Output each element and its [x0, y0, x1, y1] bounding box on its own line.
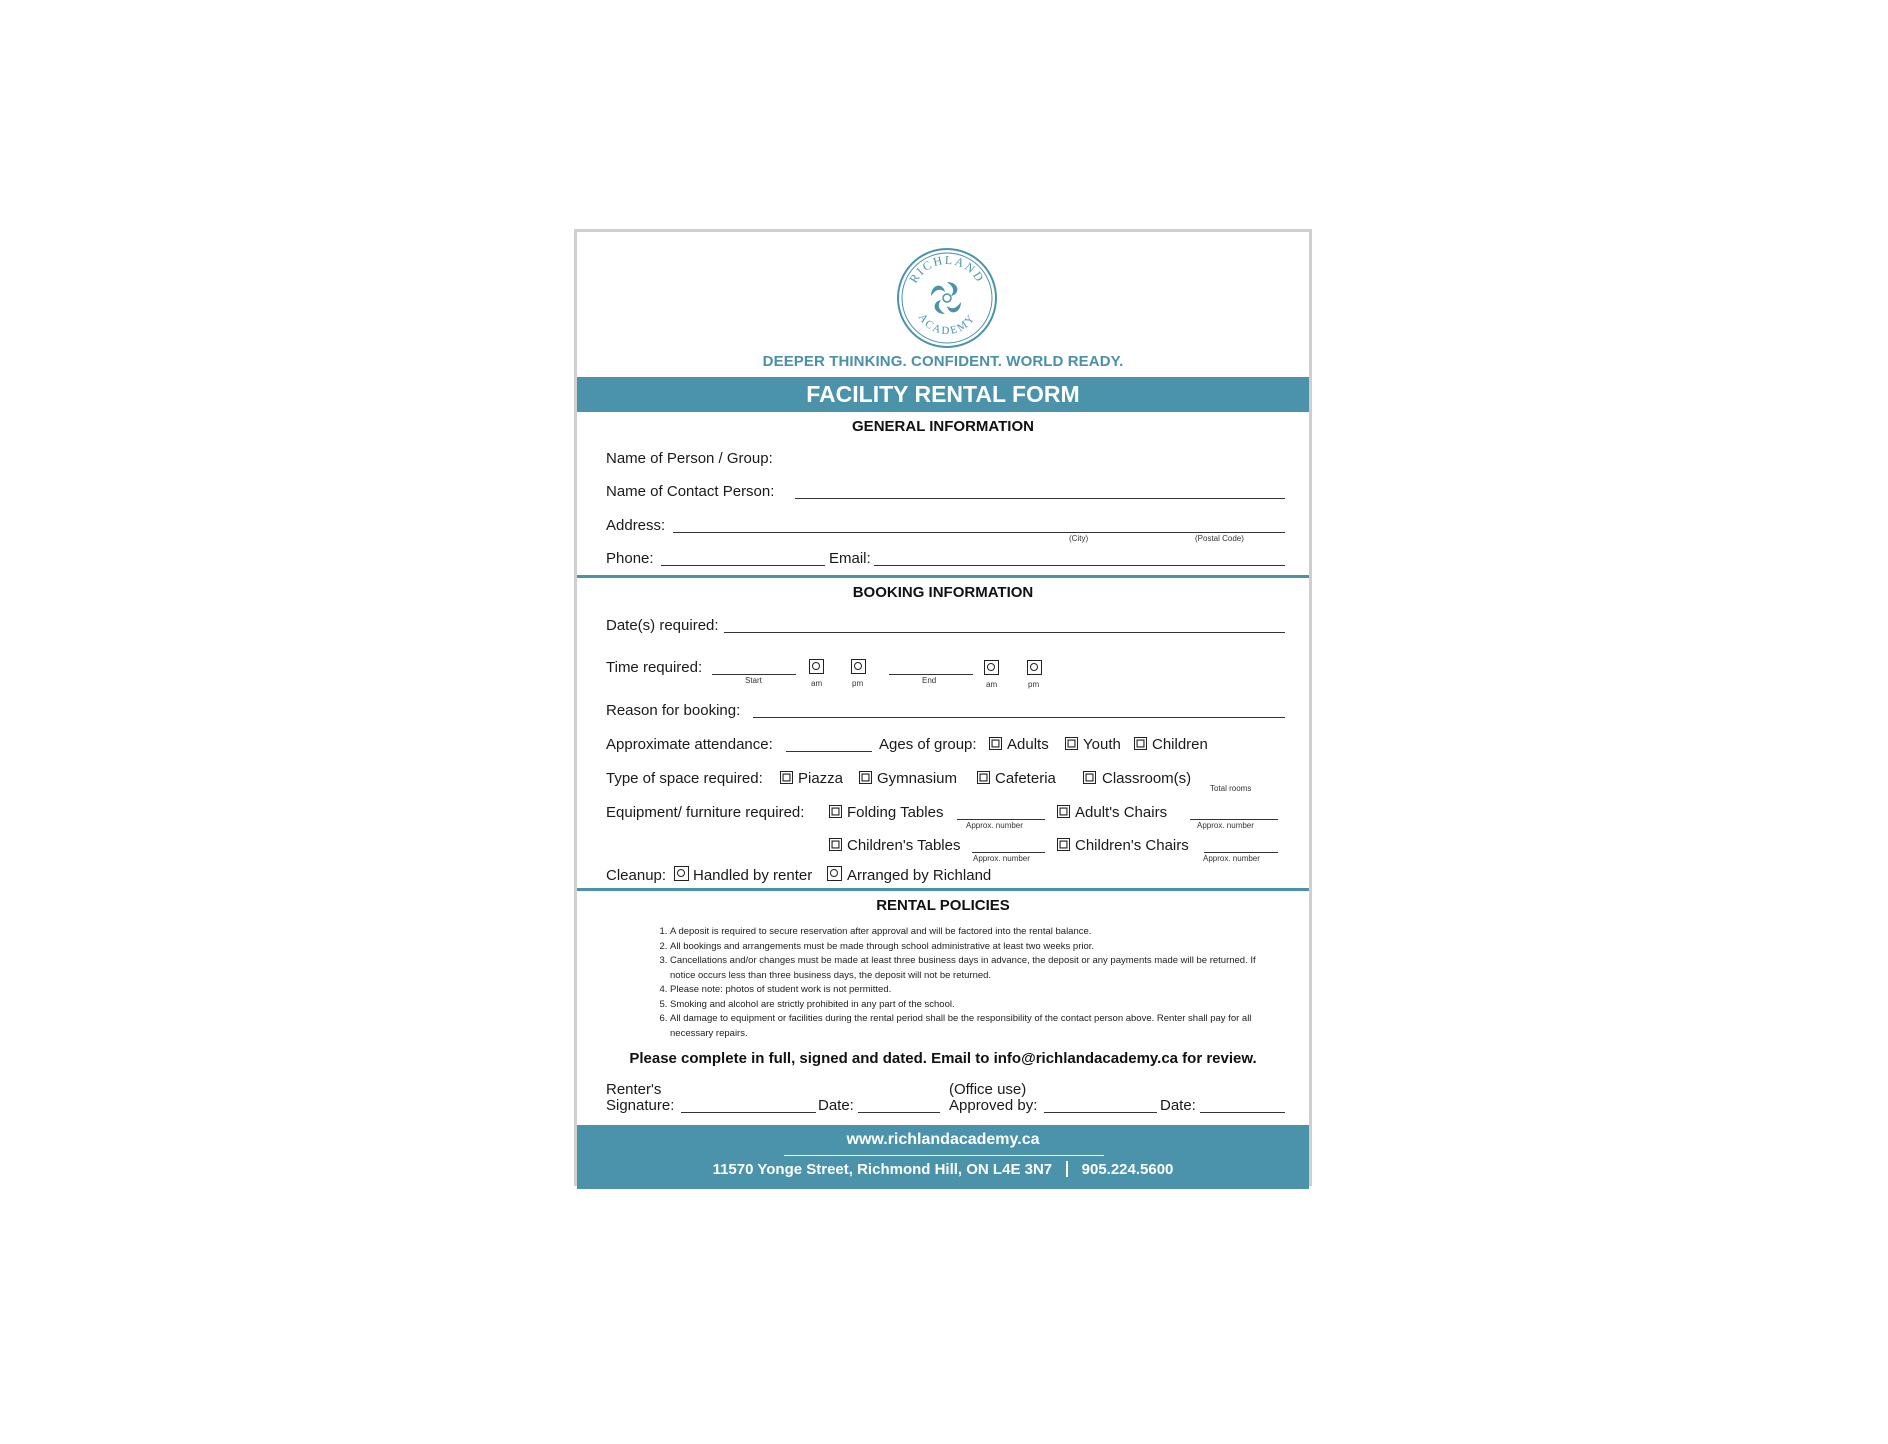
website-link[interactable]: www.richlandacademy.ca	[846, 1131, 1040, 1148]
adults-chairs-label: Adult's Chairs	[1075, 804, 1168, 821]
booking-info-heading: BOOKING INFORMATION	[852, 584, 1034, 601]
end-am-radio[interactable]	[984, 660, 999, 675]
approx-number-hint: Approx. number	[966, 821, 1023, 830]
section-divider	[577, 575, 1309, 578]
rental-policies-heading: RENTAL POLICIES	[876, 897, 1010, 914]
piazza-checkbox[interactable]	[780, 771, 793, 784]
city-hint: (City)	[1069, 534, 1089, 543]
contact-field[interactable]	[795, 498, 1285, 499]
childrens-tables-count-field[interactable]	[972, 852, 1045, 853]
time-label: Time required:	[606, 659, 703, 676]
renter-label-line1: Renter's	[606, 1081, 662, 1098]
gymnasium-checkbox[interactable]	[859, 771, 872, 784]
arranged-by-richland-label: Arranged by Richland	[847, 867, 992, 884]
attendance-field[interactable]	[786, 751, 872, 752]
policies-list	[640, 925, 1265, 1041]
postal-code-hint: (Postal Code)	[1195, 534, 1244, 543]
policy-item: 1. A deposit is required to secure reservation after approval and will be factored into the rental balance.	[670, 925, 1265, 940]
gymnasium-label: Gymnasium	[877, 770, 958, 787]
childrens-chairs-checkbox[interactable]	[1057, 838, 1070, 851]
contact-label: Name of Contact Person:	[606, 483, 775, 500]
attendance-label: Approximate attendance:	[606, 736, 773, 753]
dates-field[interactable]	[724, 632, 1285, 633]
start-pm-radio[interactable]	[851, 659, 866, 674]
footer-phone: 905.224.5600	[1081, 1161, 1174, 1178]
adults-chairs-count-field[interactable]	[1190, 819, 1278, 820]
policy-item: 4. Please note: photos of student work is not permitted.	[670, 983, 1265, 998]
childrens-chairs-count-field[interactable]	[1204, 852, 1278, 853]
office-use-label: (Office use)	[949, 1081, 1027, 1098]
reason-label: Reason for booking:	[606, 702, 741, 719]
children-checkbox[interactable]	[1134, 737, 1147, 750]
footer-address: 11570 Yonge Street, Richmond Hill, ON L4E 3N7	[712, 1161, 1053, 1178]
adults-chairs-checkbox[interactable]	[1057, 805, 1070, 818]
space-label: Type of space required:	[606, 770, 763, 787]
approved-by-field[interactable]	[1044, 1112, 1157, 1113]
phone-label: Phone:	[606, 550, 654, 567]
email-field[interactable]	[874, 565, 1285, 566]
start-am-label: am	[811, 679, 823, 688]
svg-text:RICHLAND: RICHLAND	[906, 252, 988, 286]
tagline: DEEPER THINKING. CONFIDENT. WORLD READY.	[762, 353, 1124, 370]
start-am-radio[interactable]	[809, 659, 824, 674]
start-hint: Start	[745, 676, 762, 685]
end-time-field[interactable]	[889, 674, 973, 675]
renter-date-label: Date:	[818, 1097, 854, 1114]
ages-label: Ages of group:	[879, 736, 977, 753]
svg-text:ACADEMY: ACADEMY	[915, 311, 979, 338]
phone-field[interactable]	[661, 565, 825, 566]
office-date-label: Date:	[1160, 1097, 1196, 1114]
approx-number-hint: Approx. number	[1203, 854, 1260, 863]
rental-form-page	[574, 229, 1312, 1186]
end-pm-label: pm	[1028, 680, 1040, 689]
approved-by-label: Approved by:	[949, 1097, 1038, 1114]
folding-tables-checkbox[interactable]	[829, 805, 842, 818]
dates-label: Date(s) required:	[606, 617, 719, 634]
start-pm-label: pm	[852, 679, 864, 688]
footer-separator	[1066, 1161, 1068, 1177]
handled-by-renter-radio[interactable]	[674, 866, 689, 881]
start-time-field[interactable]	[712, 674, 796, 675]
footer-contact	[577, 1161, 1309, 1178]
name-label: Name of Person / Group:	[606, 450, 773, 467]
renter-label-line2: Signature:	[606, 1097, 675, 1114]
classrooms-checkbox[interactable]	[1083, 771, 1096, 784]
handled-by-renter-label: Handled by renter	[693, 867, 813, 884]
email-label: Email:	[829, 550, 871, 567]
folding-tables-label: Folding Tables	[847, 804, 944, 821]
closing-instruction: Please complete in full, signed and dated. Email to info@richlandacademy.ca for review.	[629, 1050, 1257, 1067]
end-pm-radio[interactable]	[1027, 660, 1042, 675]
richland-academy-logo	[895, 246, 999, 350]
cafeteria-label: Cafeteria	[995, 770, 1056, 787]
reason-field[interactable]	[753, 717, 1285, 718]
adults-checkbox[interactable]	[989, 737, 1002, 750]
footer	[577, 1125, 1309, 1189]
adults-label: Adults	[1007, 736, 1049, 753]
approx-number-hint: Approx. number	[973, 854, 1030, 863]
childrens-tables-checkbox[interactable]	[829, 838, 842, 851]
cafeteria-checkbox[interactable]	[977, 771, 990, 784]
section-divider	[577, 888, 1309, 891]
policy-item: 6. All damage to equipment or facilities during the rental period shall be the responsibility of the contact person above. Renter shall pay for all necessary repairs.	[670, 1012, 1265, 1041]
children-label: Children	[1152, 736, 1208, 753]
address-field[interactable]	[673, 532, 1285, 533]
classrooms-label: Classroom(s)	[1102, 770, 1192, 787]
youth-label: Youth	[1083, 736, 1121, 753]
policy-item: 3. Cancellations and/or changes must be made at least three business days in advance, the deposit or any payments made will be returned. If notice occurs less than three business days, the deposit will not be returned.	[670, 954, 1265, 983]
renter-signature-field[interactable]	[681, 1112, 816, 1113]
childrens-tables-label: Children's Tables	[847, 837, 961, 854]
folding-tables-count-field[interactable]	[957, 819, 1045, 820]
policy-item: 2. All bookings and arrangements must be made through school administrative at least two weeks prior.	[670, 940, 1265, 955]
address-label: Address:	[606, 517, 666, 534]
youth-checkbox[interactable]	[1065, 737, 1078, 750]
approx-number-hint: Approx. number	[1197, 821, 1254, 830]
office-date-field[interactable]	[1200, 1112, 1285, 1113]
general-info-heading: GENERAL INFORMATION	[852, 418, 1034, 435]
equipment-label: Equipment/ furniture required:	[606, 804, 805, 821]
renter-date-field[interactable]	[858, 1112, 940, 1113]
end-am-label: am	[986, 680, 998, 689]
policy-item: 5. Smoking and alcohol are strictly prohibited in any part of the school.	[670, 998, 1265, 1013]
piazza-label: Piazza	[798, 770, 844, 787]
footer-rule	[784, 1155, 1104, 1156]
arranged-by-richland-radio[interactable]	[827, 866, 842, 881]
cleanup-label: Cleanup:	[606, 867, 667, 884]
form-title: FACILITY RENTAL FORM	[577, 377, 1309, 412]
childrens-chairs-label: Children's Chairs	[1075, 837, 1189, 854]
total-rooms-hint: Total rooms	[1210, 784, 1252, 793]
end-hint: End	[922, 676, 937, 685]
